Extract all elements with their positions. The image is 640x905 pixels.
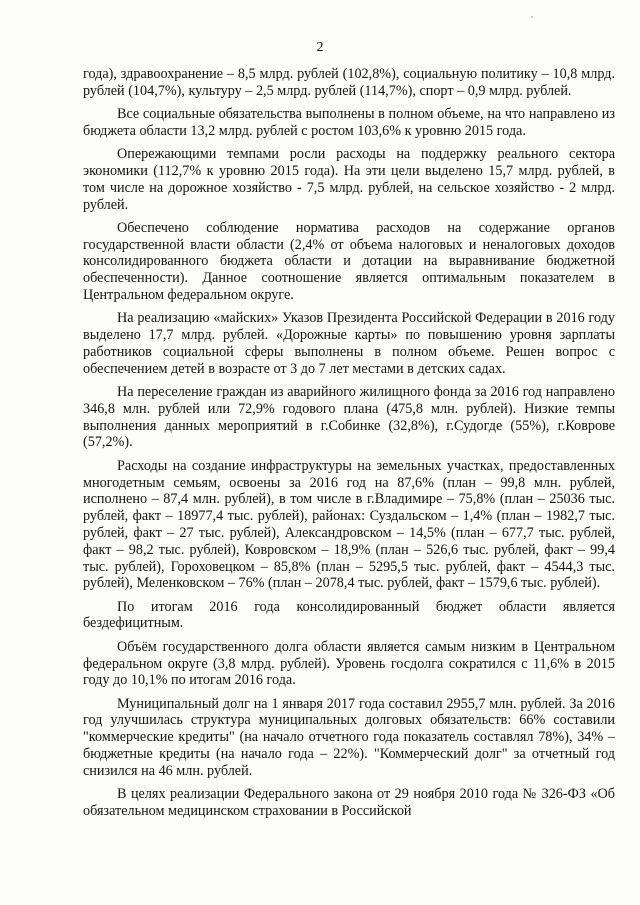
page-number: 2 [316,40,324,55]
paragraph-resettlement: На переселение граждан из аварийного жилищного фонда за 2016 год направлено 346,8 млн. рублей или 72,9% годового плана (475,8 млн. рублей). Низкие темпы выполнения данных мероприятий в г.Собинке (32,8%), г.Судогде (55%), г.Коврове (57,2%). [83,384,615,451]
paragraph-social-obligations: Все социальные обязательства выполнены в полном объеме, на что направлено из бюджета области 13,2 млрд. рублей с ростом 103,6% к уровню 2015 года. [83,106,615,139]
paragraph-budget-surplus: По итогам 2016 года консолидированный бюджет области является бездефицитным. [83,598,615,632]
paragraph-may-decrees: На реализацию «майских» Указов Президента Российской Федерации в 2016 году выделено 17,7 млрд. рублей. «Дорожные карты» по повышению уровня зарплаты работников социальной сферы выполнены в полном объеме. Решен вопрос с обеспечением детей в возрасте от 3 до 7 лет местами в детских садах. [83,310,615,377]
paragraph-real-sector: Опережающими темпами росли расходы на поддержку реального сектора экономики (112,7% к уровню 2015 года). На эти цели выделено 15,7 млрд. рублей, в том числе на дорожное хозяйство - 7,5 млрд. рублей, на сельское хозяйство - 2 млрд. рублей. [83,146,615,213]
paragraph-large-families-infrastructure: Расходы на создание инфраструктуры на земельных участках, предоставленных многодетным семьям, освоены за 2016 год на 87,6% (план – 99,8 млн. рублей, исполнено – 87,4 млн. рублей), в том числе в г.Владимире – 75,8% (план – 25036 тыс. рублей, факт – 18977,4 тыс. рублей), районах: Суздальском – 1,4% (план – 1982,7 тыс. рублей, факт – 27 тыс. рублей), Александровском – 14,5% (план – 677,7 тыс. рублей, факт – 98,2 тыс. рублей), Ковровском – 18,9% (план – 526,6 тыс. рублей, факт – 99,4 тыс. рублей), Гороховецком – 85,8% (план – 5295,5 тыс. рублей, факт – 4544,3 тыс. рублей), Меленковском – 76% (план – 2078,4 тыс. рублей, факт – 1579,6 тыс. рублей). [83,457,615,592]
paragraph-healthcare-continuation: года), здравоохранение – 8,5 млрд. рублей (102,8%), социальную политику – 10,8 млрд. рублей (104,7%), культуру – 2,5 млрд. рублей (114,7%), спорт – 0,9 млрд. рублей. [83,66,615,99]
paragraph-government-expenses: Обеспечено соблюдение норматива расходов на содержание органов государственной власти области (2,4% от объема налоговых и неналоговых доходов консолидированного бюджета области и дотации на выравнивание бюджетной обеспеченности). Данное соотношение является оптимальным показателем в Центральном федеральном округе. [83,219,615,304]
paragraph-state-debt: Объём государственного долга области является самым низким в Центральном федеральном округе (3,8 млрд. рублей). Уровень госдолга сократился с 11,6% в 2015 году до 10,1% по итогам 2016 года. [83,638,615,689]
document-body [83,66,615,826]
scan-speck [531,16,533,18]
paragraph-federal-law: В целях реализации Федерального закона от 29 ноября 2010 года № 326-ФЗ «Об обязательном медицинском страховании в Российской [83,786,615,819]
paragraph-municipal-debt: Муниципальный долг на 1 января 2017 года составил 2955,7 млн. рублей. За 2016 год улучшилась структура муниципальных долговых обязательств: 66% составили "коммерческие кредиты" (на начало отчетного года показатель составлял 78%), 34% – бюджетные кредиты (на начало года – 22%). "Коммерческий долг" за отчетный год снизился на 46 млн. рублей. [83,695,615,779]
